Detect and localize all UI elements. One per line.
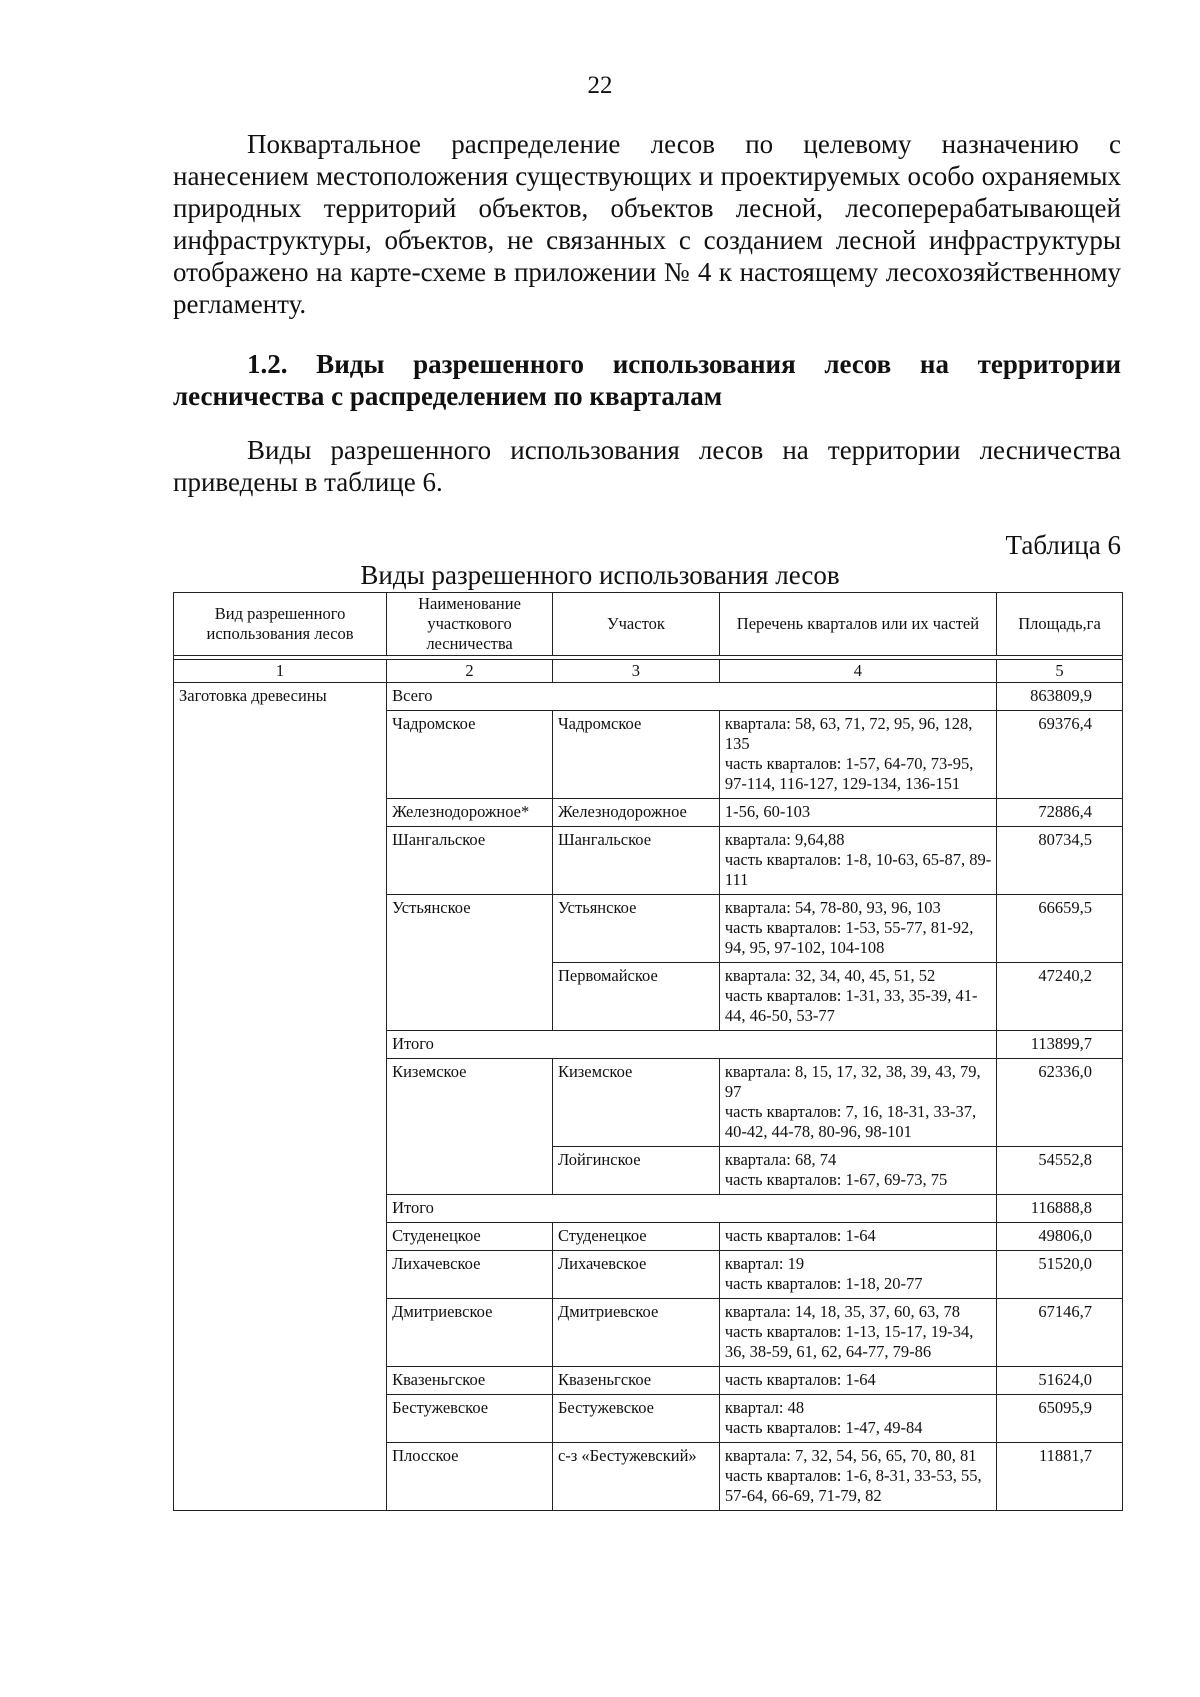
header-forestry: Наименование участкового лесничества: [387, 593, 553, 656]
plot-cell: Дмитриевское: [552, 1299, 719, 1367]
reference-paragraph: Виды разрешенного использования лесов на территории лесничества приведены в таблице 6.: [173, 435, 1121, 497]
area-cell: 51624,0: [997, 1367, 1123, 1395]
quarters-line: часть кварталов: 7, 16, 18-31, 33-37, 40-42, 44-78, 80-96, 98-101: [724, 1102, 977, 1141]
use-type-cell: Заготовка древесины: [174, 683, 387, 1511]
area-cell: 47240,2: [997, 963, 1123, 1031]
quarters-cell: [719, 1147, 996, 1195]
table-row-total: [174, 683, 1123, 711]
plot-cell: Киземское: [552, 1059, 719, 1147]
quarters-line: часть кварталов: 1-13, 15-17, 19-34, 36, 38-59, 61, 62, 64-77, 79-86: [724, 1322, 974, 1361]
plot-cell: Студенецкое: [552, 1223, 719, 1251]
subtotal-value: 116888,8: [997, 1195, 1123, 1223]
quarters-line: квартала: 58, 63, 71, 72, 95, 96, 128, 135: [724, 714, 973, 753]
column-number: 5: [997, 660, 1123, 683]
column-number: 4: [719, 660, 996, 683]
quarters-line: часть кварталов: 1-67, 69-73, 75: [724, 1170, 948, 1189]
forestry-cell: Студенецкое: [387, 1223, 553, 1251]
forestry-cell: Дмитриевское: [387, 1299, 553, 1367]
quarters-line: квартала: 32, 34, 40, 45, 51, 52: [724, 966, 936, 985]
area-cell: 66659,5: [997, 895, 1123, 963]
column-number: 1: [174, 660, 387, 683]
total-value: 863809,9: [997, 683, 1123, 711]
plot-cell: Шангальское: [552, 827, 719, 895]
area-cell: 80734,5: [997, 827, 1123, 895]
forestry-cell: Бестужевское: [387, 1395, 553, 1443]
subtotal-value: 113899,7: [997, 1031, 1123, 1059]
page-number: 22: [587, 72, 613, 99]
quarters-line: часть кварталов: 1-8, 10-63, 65-87, 89-111: [724, 850, 992, 889]
plot-cell: Лихачевское: [552, 1251, 719, 1299]
quarters-line: квартала: 7, 32, 54, 56, 65, 70, 80, 81: [724, 1446, 977, 1465]
quarters-line: часть кварталов: 1-6, 8-31, 33-53, 55, 57-64, 66-69, 71-79, 82: [724, 1466, 982, 1505]
area-cell: 49806,0: [997, 1223, 1123, 1251]
plot-cell: Железнодорожное: [552, 799, 719, 827]
area-cell: 54552,8: [997, 1147, 1123, 1195]
plot-cell: Квазеньгское: [552, 1367, 719, 1395]
forestry-cell: Устьянское: [387, 895, 553, 1031]
quarters-cell: [719, 895, 996, 963]
plot-cell: Первомайское: [552, 963, 719, 1031]
quarters-cell: [719, 1059, 996, 1147]
quarters-cell: [719, 799, 996, 827]
quarters-line: квартал: 48: [724, 1398, 805, 1417]
quarters-cell: [719, 1395, 996, 1443]
quarters-line: часть кварталов: 1-31, 33, 35-39, 41-44, 46-50, 53-77: [724, 986, 978, 1025]
quarters-line: часть кварталов: 1-64: [724, 1370, 876, 1389]
quarters-line: 1-56, 60-103: [724, 802, 811, 821]
forestry-cell: Лихачевское: [387, 1251, 553, 1299]
area-cell: 11881,7: [997, 1443, 1123, 1511]
quarters-line: часть кварталов: 1-64: [724, 1226, 876, 1245]
column-number-row: [174, 660, 1123, 683]
quarters-cell: [719, 1443, 996, 1511]
area-cell: 69376,4: [997, 711, 1123, 799]
forestry-cell: Шангальское: [387, 827, 553, 895]
quarters-line: часть кварталов: 1-47, 49-84: [724, 1418, 923, 1437]
plot-cell: с-з «Бестужевский»: [552, 1443, 719, 1511]
quarters-line: часть кварталов: 1-57, 64-70, 73-95, 97-114, 116-127, 129-134, 136-151: [724, 754, 974, 793]
area-cell: 67146,7: [997, 1299, 1123, 1367]
subtotal-label: Итого: [387, 1031, 997, 1059]
area-cell: 51520,0: [997, 1251, 1123, 1299]
forestry-cell: Киземское: [387, 1059, 553, 1195]
forestry-cell: Чадромское: [387, 711, 553, 799]
area-cell: 62336,0: [997, 1059, 1123, 1147]
forestry-cell: Плосское: [387, 1443, 553, 1511]
forestry-cell: Квазеньгское: [387, 1367, 553, 1395]
plot-cell: Чадромское: [552, 711, 719, 799]
forestry-cell: Железнодорожное*: [387, 799, 553, 827]
quarters-line: квартала: 68, 74: [724, 1150, 837, 1169]
column-number: 3: [552, 660, 719, 683]
quarters-line: часть кварталов: 1-18, 20-77: [724, 1274, 923, 1293]
quarters-cell: [719, 1299, 996, 1367]
plot-cell: Лойгинское: [552, 1147, 719, 1195]
intro-paragraph: Поквартальное распределение лесов по целевому назначению с нанесением местоположения существующих и проектируемых особо охраняемых природных территорий объектов, объектов лесной, лесоперерабатывающей инфраструктуры, объектов, не связанных с созданием лесной инфраструктуры отображено на карте-схеме в приложении № 4 к настоящему лесохозяйственному регламенту.: [173, 129, 1121, 319]
header-quarters: Перечень кварталов или их частей: [719, 593, 996, 656]
area-cell: 72886,4: [997, 799, 1123, 827]
quarters-line: квартала: 8, 15, 17, 32, 38, 39, 43, 79, 97: [724, 1062, 981, 1101]
quarters-cell: [719, 1251, 996, 1299]
header-use-type: Вид разрешенного использования лесов: [174, 593, 387, 656]
quarters-cell: [719, 963, 996, 1031]
total-label: Всего: [387, 683, 997, 711]
quarters-line: квартала: 9,64,88: [724, 830, 845, 849]
header-area: Площадь,га: [997, 593, 1123, 656]
subtotal-label: Итого: [387, 1195, 997, 1223]
column-number: 2: [387, 660, 553, 683]
quarters-line: квартал: 19: [724, 1254, 805, 1273]
quarters-line: квартала: 14, 18, 35, 37, 60, 63, 78: [724, 1302, 960, 1321]
header-plot: Участок: [552, 593, 719, 656]
quarters-cell: [719, 827, 996, 895]
quarters-line: часть кварталов: 1-53, 55-77, 81-92, 94, 95, 97-102, 104-108: [724, 918, 974, 957]
quarters-line: квартала: 54, 78-80, 93, 96, 103: [724, 898, 941, 917]
plot-cell: Бестужевское: [552, 1395, 719, 1443]
table-label: Таблица 6: [1005, 530, 1121, 560]
forest-use-table: [173, 592, 1123, 1511]
quarters-cell: [719, 1367, 996, 1395]
section-heading: 1.2. Виды разрешенного использования лесов на территории лесничества с распределением по кварталам: [173, 349, 1121, 411]
plot-cell: Устьянское: [552, 895, 719, 963]
quarters-cell: [719, 711, 996, 799]
area-cell: 65095,9: [997, 1395, 1123, 1443]
table-header-row: [174, 593, 1123, 656]
table-title: Виды разрешенного использования лесов: [360, 560, 840, 590]
quarters-cell: [719, 1223, 996, 1251]
